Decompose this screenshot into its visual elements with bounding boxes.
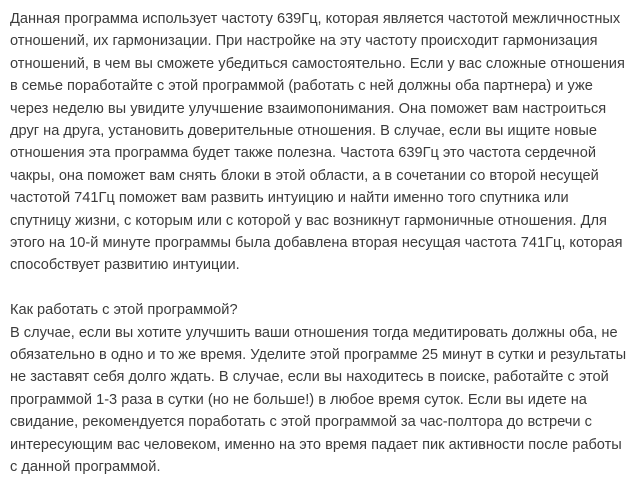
- question-heading: Как работать с этой программой?: [10, 302, 238, 319]
- paragraph-spacer: [10, 277, 628, 299]
- instructions-paragraph: В случае, если вы хотите улучшить ваши отношения тогда медитировать должны оба, не обязательно в одно и то же время. Уделите этой программе 25 минут в сутки и результаты не заставят себя долго ждать. В случае, если вы находитесь в поиске, работайте с этой программой 1-3 раза в сутки (но не больше!) в любое время суток. Если вы идете на свидание, рекомендуется поработать с этой программой за час-полтора до встречи с интересующим вас человеком, именно на это время падает пик активности после работы с данной программой.: [10, 324, 627, 476]
- article-body: [10, 8, 628, 479]
- intro-paragraph: Данная программа использует частоту 639Гц, которая является частотой межличностных отношений, их гармонизации. При настройке на эту частоту происходит гармонизация отношений, в чем вы сможете убедиться самостоятельно. Если у вас сложные отношения в семье поработайте с этой программой (работать с ней должны оба партнера) и уже через неделю вы увидите улучшение взаимопонимания. Она поможет вам настроиться друг на друга, установить доверительные отношения. В случае, если вы ищите новые отношения эта программа будет также полезна. Частота 639Гц это частота сердечной чакры, она поможет вам снять блоки в этой области, а в сочетании со второй несущей частотой 741Гц поможет вам развить интуицию и найти именно того спутника или спутницу жизни, с которым или с которой у вас возникнут гармоничные отношения. Для этого на 10-й минуте программы была добавлена вторая несущая частота 741Гц, которая способствует развитию интуиции.: [10, 11, 625, 274]
